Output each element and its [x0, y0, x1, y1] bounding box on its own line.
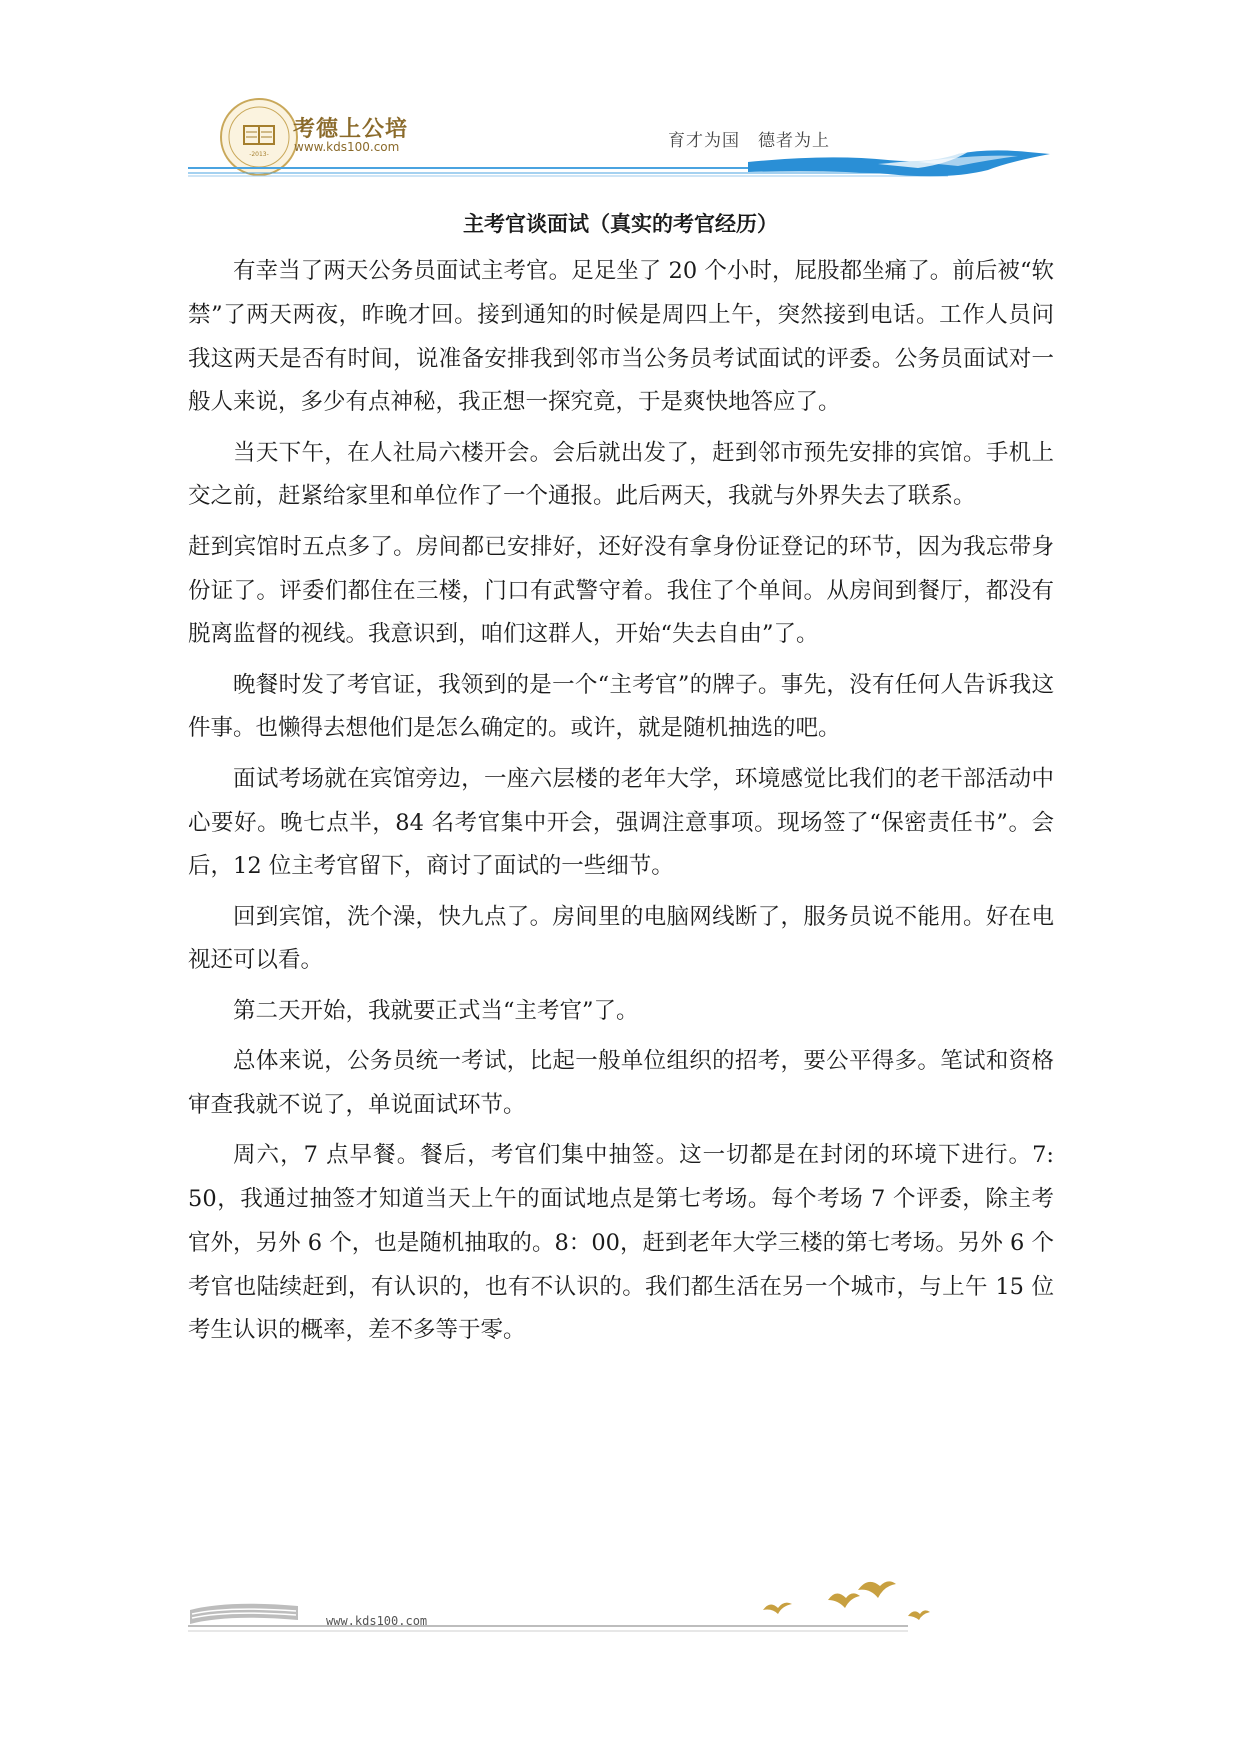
paragraph: 面试考场就在宾馆旁边，一座六层楼的老年大学，环境感觉比我们的老干部活动中心要好。晚七点半，84 名考官集中开会，强调注意事项。现场签了“保密责任书”。会后，12 位主考官留下，商讨了面试的一些细节。 — [188, 765, 1054, 880]
document-body — [188, 250, 1054, 1360]
brand-name: 考德上公培 — [293, 116, 409, 142]
paragraph: 第二天开始，我就要正式当“主考官”了。 — [233, 997, 639, 1024]
page-header — [188, 80, 1050, 180]
document-title: 主考官谈面试（真实的考官经历） — [463, 212, 778, 236]
paragraph: 当天下午，在人社局六楼开会。会后就出发了，赶到邻市预先安排的宾馆。手机上交之前，赶紧给家里和单位作了一个通报。此后两天，我就与外界失去了联系。 — [188, 439, 1054, 510]
header-wave-decoration — [188, 150, 1050, 180]
paragraph: 有幸当了两天公务员面试主考官。足足坐了 20 个小时，屁股都坐痛了。前后被“软禁”了两天两夜，昨晚才回。接到通知的时候是周四上午，突然接到电话。工作人员问我这两天是否有时间，说准备安排我到邻市当公务员考试面试的评委。公务员面试对一般人来说，多少有点神秘，我正想一探究竟，于是爽快地答应了。 — [188, 258, 1054, 416]
flying-birds-icon — [763, 1581, 930, 1620]
paragraph: 赶到宾馆时五点多了。房间都已安排好，还好没有拿身份证登记的环节，因为我忘带身份证了。评委们都住在三楼，门口有武警守着。我住了个单间。从房间到餐厅，都没有脱离监督的视线。我意识到，咱们这群人，开始“失去自由”了。 — [188, 533, 1054, 648]
paragraph: 回到宾馆，洗个澡，快九点了。房间里的电脑网线断了，服务员说不能用。好在电视还可以看。 — [188, 903, 1054, 974]
paragraph: 总体来说，公务员统一考试，比起一般单位组织的招考，要公平得多。笔试和资格审查我就不说了，单说面试环节。 — [188, 1048, 1054, 1118]
paragraph: 晚餐时发了考官证，我领到的是一个“主考官”的牌子。事先，没有任何人告诉我这件事。也懒得去想他们是怎么确定的。或许，就是随机抽选的吧。 — [188, 671, 1054, 742]
header-slogan: 育才为国 德者为上 — [668, 131, 830, 151]
brand-url[interactable]: www.kds100.com — [294, 140, 400, 154]
footer-book-icon — [190, 1604, 298, 1624]
svg-text:-2013-: -2013- — [249, 151, 269, 158]
footer-decoration — [188, 1570, 1068, 1650]
footer-url[interactable]: www.kds100.com — [326, 1614, 428, 1628]
paragraph: 周六，7 点早餐。餐后，考官们集中抽签。这一切都是在封闭的环境下进行。7: 50，我通过抽签才知道当天上午的面试地点是第七考场。每个考场 7 个评委，除主考官外，另外 6 个，也是随机抽取的。8：00，赶到老年大学三楼的第七考场。另外 6 个考官也陆续赶到，有认识的，也有不认识的。我们都生活在另一个城市，与上午 15 位考生认识的概率，差不多等于零。 — [188, 1142, 1054, 1344]
page-footer — [188, 1570, 1068, 1650]
